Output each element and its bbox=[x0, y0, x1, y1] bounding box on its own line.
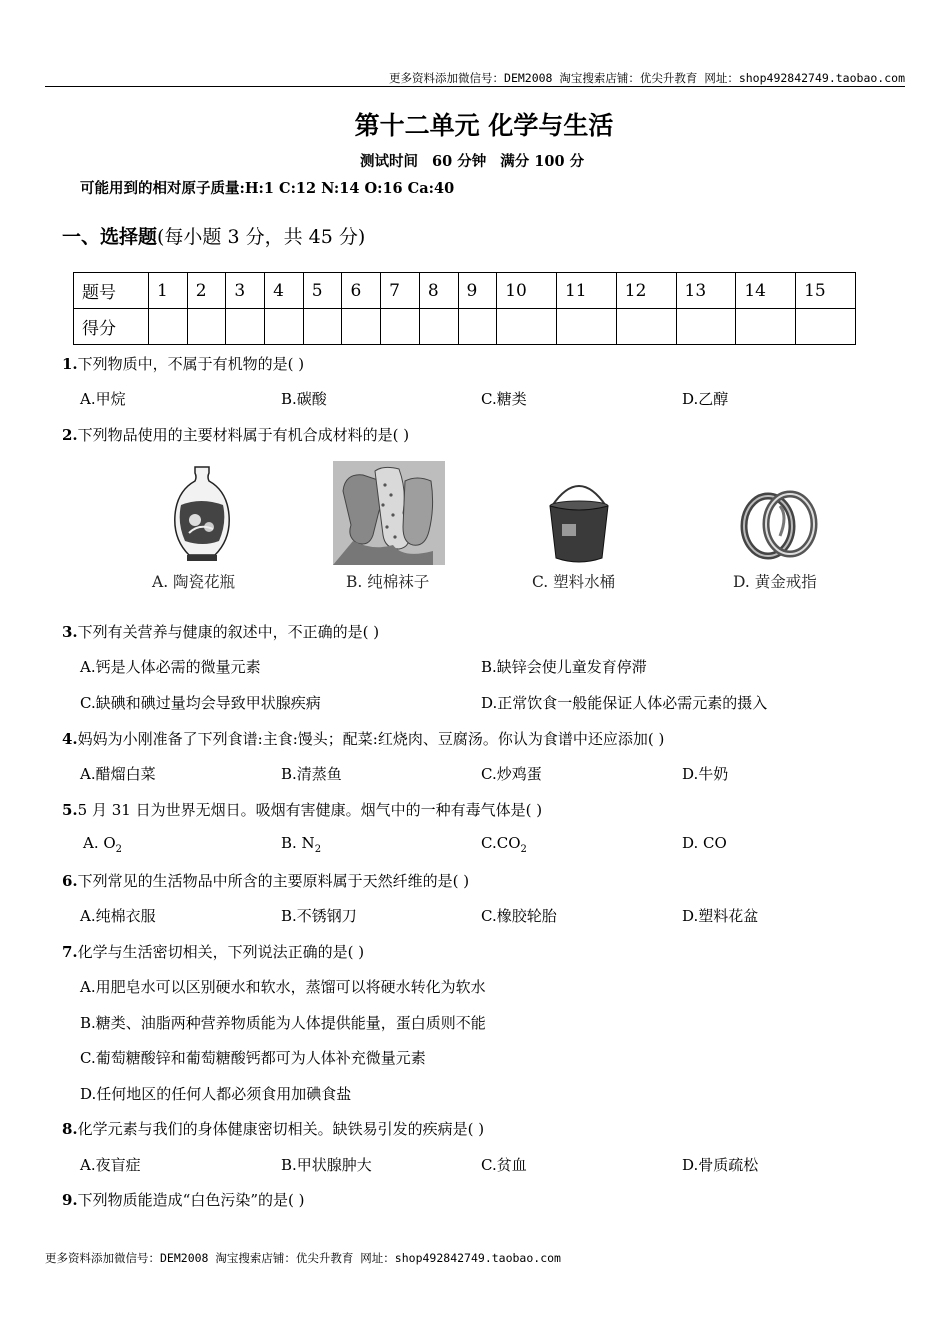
test-time-value: 60 分钟 bbox=[432, 153, 487, 170]
subscript: 2 bbox=[314, 844, 322, 855]
q4-option-c[interactable]: C.炒鸡蛋 bbox=[481, 765, 542, 783]
q6-option-c[interactable]: C.橡胶轮胎 bbox=[481, 907, 557, 925]
question-text: 化学元素与我们的身体健康密切相关。缺铁易引发的疾病是( ) bbox=[77, 1120, 485, 1138]
header-rule bbox=[45, 86, 905, 87]
score-cell[interactable] bbox=[381, 309, 420, 345]
q3-option-a[interactable]: A.钙是人体必需的微量元素 bbox=[80, 658, 261, 676]
question-4 bbox=[62, 728, 664, 749]
option-text: C.CO bbox=[481, 834, 521, 852]
score-cell[interactable] bbox=[187, 309, 226, 345]
page-footer: 更多资料添加微信号：DEM2008 淘宝搜索店铺：优尖升教育 网址：shop492842749.taobao.com bbox=[45, 1251, 561, 1265]
score-cell[interactable] bbox=[149, 309, 188, 345]
question-text: 下列物质中，不属于有机物的是( ) bbox=[77, 355, 305, 373]
table-cell: 9 bbox=[458, 273, 497, 309]
score-cell[interactable] bbox=[303, 309, 342, 345]
question-number: 5. bbox=[62, 801, 78, 819]
section-note: (每小题 3 分，共 45 分) bbox=[157, 226, 366, 248]
question-number: 3. bbox=[62, 623, 78, 641]
q3-option-b[interactable]: B.缺锌会使儿童发育停滞 bbox=[481, 658, 647, 676]
question-number: 1. bbox=[62, 355, 78, 373]
score-cell[interactable] bbox=[458, 309, 497, 345]
porcelain-vase-icon bbox=[165, 465, 239, 565]
score-cell[interactable] bbox=[226, 309, 265, 345]
q6-option-d[interactable]: D.塑料花盆 bbox=[682, 907, 759, 925]
table-cell: 13 bbox=[676, 273, 736, 309]
q2-option-c[interactable]: C. 塑料水桶 bbox=[532, 573, 616, 591]
q5-option-d[interactable]: D. CO bbox=[682, 834, 727, 852]
question-5 bbox=[62, 799, 542, 820]
q2-option-b[interactable]: B. 纯棉袜子 bbox=[346, 573, 430, 591]
q6-option-a[interactable]: A.纯棉衣服 bbox=[80, 907, 156, 925]
question-text: 化学与生活密切相关，下列说法正确的是( ) bbox=[77, 943, 365, 961]
table-cell: 12 bbox=[616, 273, 676, 309]
test-time-label: 测试时间 bbox=[360, 153, 418, 170]
q4-option-a[interactable]: A.醋熘白菜 bbox=[80, 765, 156, 783]
question-text: 下列物质能造成“白色污染”的是( ) bbox=[77, 1191, 305, 1209]
subscript: 2 bbox=[115, 844, 123, 855]
q5-option-b[interactable] bbox=[281, 834, 321, 855]
table-cell: 8 bbox=[419, 273, 458, 309]
score-table bbox=[73, 272, 856, 345]
full-score: 满分 100 分 bbox=[500, 153, 585, 170]
q7-option-c[interactable]: C.葡萄糖酸锌和葡萄糖酸钙都可为人体补充微量元素 bbox=[80, 1049, 426, 1067]
score-cell[interactable] bbox=[736, 309, 796, 345]
table-cell: 2 bbox=[187, 273, 226, 309]
subscript: 2 bbox=[520, 844, 527, 855]
question-number: 9. bbox=[62, 1191, 78, 1209]
question-number: 6. bbox=[62, 872, 78, 890]
question-text: 妈妈为小刚准备了下列食谱:主食:馒头；配菜:红烧肉、豆腐汤。你认为食谱中还应添加( ) bbox=[77, 730, 665, 748]
score-table-row-numbers bbox=[74, 273, 856, 309]
row-label-score: 得分 bbox=[74, 309, 149, 345]
question-2 bbox=[62, 424, 409, 445]
table-cell: 11 bbox=[556, 273, 616, 309]
score-cell[interactable] bbox=[419, 309, 458, 345]
question-number: 2. bbox=[62, 426, 78, 444]
row-label-question: 题号 bbox=[74, 273, 149, 309]
q8-option-d[interactable]: D.骨质疏松 bbox=[682, 1156, 759, 1174]
table-cell: 14 bbox=[736, 273, 796, 309]
q7-option-b[interactable]: B.糖类、油脂两种营养物质能为人体提供能量，蛋白质则不能 bbox=[80, 1014, 486, 1032]
cotton-socks-icon bbox=[333, 461, 445, 565]
question-number: 4. bbox=[62, 730, 78, 748]
score-cell[interactable] bbox=[497, 309, 557, 345]
table-cell: 3 bbox=[226, 273, 265, 309]
question-text: 下列常见的生活物品中所含的主要原料属于天然纤维的是( ) bbox=[77, 872, 470, 890]
table-cell: 7 bbox=[381, 273, 420, 309]
score-cell[interactable] bbox=[796, 309, 856, 345]
q2-option-a[interactable]: A. 陶瓷花瓶 bbox=[152, 573, 236, 591]
score-table-row-scores bbox=[74, 309, 856, 345]
page-title: 第十二单元 化学与生活 bbox=[354, 111, 614, 140]
question-text: 下列物品使用的主要材料属于有机合成材料的是( ) bbox=[77, 426, 410, 444]
section-label: 一、选择题 bbox=[62, 226, 158, 248]
q7-option-a[interactable]: A.用肥皂水可以区别硬水和软水，蒸馏可以将硬水转化为软水 bbox=[80, 978, 486, 996]
q8-option-c[interactable]: C.贫血 bbox=[481, 1156, 527, 1174]
q5-option-c[interactable] bbox=[481, 834, 527, 855]
table-cell: 6 bbox=[342, 273, 381, 309]
score-cell[interactable] bbox=[676, 309, 736, 345]
question-number: 7. bbox=[62, 943, 78, 961]
atomic-masses: 可能用到的相对原子质量:H:1 C:12 N:14 O:16 Ca:40 bbox=[80, 180, 455, 197]
question-text: 下列有关营养与健康的叙述中，不正确的是( ) bbox=[77, 623, 380, 641]
q1-option-d[interactable]: D.乙醇 bbox=[682, 390, 729, 408]
score-cell[interactable] bbox=[616, 309, 676, 345]
q1-option-c[interactable]: C.糖类 bbox=[481, 390, 527, 408]
q4-option-b[interactable]: B.清蒸鱼 bbox=[281, 765, 342, 783]
q1-option-a[interactable]: A.甲烷 bbox=[80, 390, 126, 408]
q8-option-b[interactable]: B.甲状腺肿大 bbox=[281, 1156, 372, 1174]
page-header: 更多资料添加微信号：DEM2008 淘宝搜索店铺：优尖升教育 网址：shop492842749.taobao.com bbox=[389, 71, 905, 85]
score-cell[interactable] bbox=[342, 309, 381, 345]
question-text: 5 月 31 日为世界无烟日。吸烟有害健康。烟气中的一种有毒气体是( ) bbox=[77, 801, 543, 819]
table-cell: 15 bbox=[796, 273, 856, 309]
table-cell: 10 bbox=[497, 273, 557, 309]
score-cell[interactable] bbox=[265, 309, 304, 345]
table-cell: 5 bbox=[303, 273, 342, 309]
q5-option-a[interactable] bbox=[83, 834, 122, 855]
question-7 bbox=[62, 941, 364, 962]
q3-option-c[interactable]: C.缺碘和碘过量均会导致甲状腺疾病 bbox=[80, 694, 321, 712]
q6-option-b[interactable]: B.不锈钢刀 bbox=[281, 907, 357, 925]
question-6 bbox=[62, 870, 469, 891]
question-9 bbox=[62, 1189, 304, 1210]
question-3 bbox=[62, 621, 379, 642]
q1-option-b[interactable]: B.碳酸 bbox=[281, 390, 327, 408]
q4-option-d[interactable]: D.牛奶 bbox=[682, 765, 729, 783]
option-text: A. O bbox=[83, 834, 116, 852]
question-8 bbox=[62, 1118, 484, 1139]
q8-option-a[interactable]: A.夜盲症 bbox=[80, 1156, 141, 1174]
score-cell[interactable] bbox=[556, 309, 616, 345]
question-1 bbox=[62, 353, 304, 374]
table-cell: 1 bbox=[149, 273, 188, 309]
option-text: B. N bbox=[281, 834, 315, 852]
test-info bbox=[360, 150, 598, 171]
table-cell: 4 bbox=[265, 273, 304, 309]
q7-option-d[interactable]: D.任何地区的任何人都必须食用加碘食盐 bbox=[80, 1085, 352, 1103]
question-number: 8. bbox=[62, 1120, 78, 1138]
q3-option-d[interactable]: D.正常饮食一般能保证人体必需元素的摄入 bbox=[481, 694, 768, 712]
plastic-bucket-icon bbox=[544, 484, 614, 564]
q2-option-d[interactable]: D. 黄金戒指 bbox=[733, 573, 817, 591]
section-heading bbox=[62, 222, 365, 249]
gold-rings-icon bbox=[740, 486, 820, 562]
